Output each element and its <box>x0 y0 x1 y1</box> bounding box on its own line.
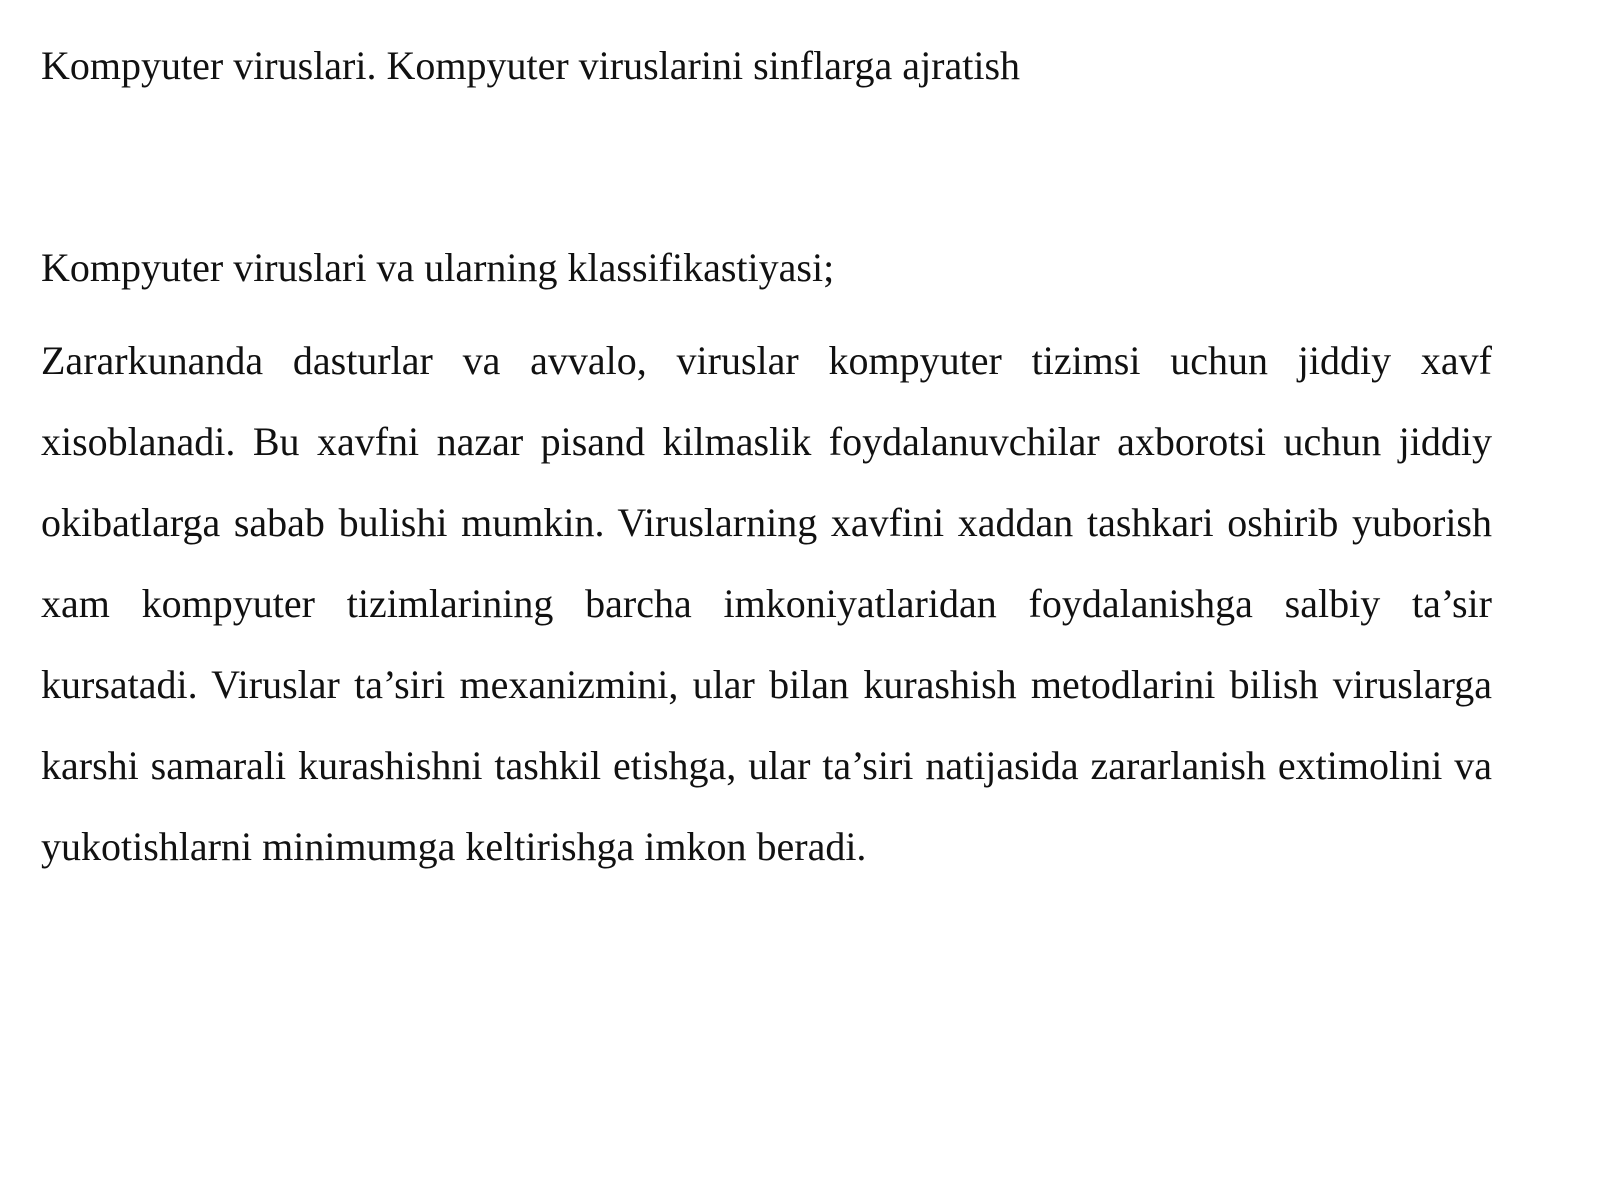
body-paragraph: Zararkunanda dasturlar va avvalo, viruslar kompyuter tizimsi uchun jiddiy xavf xisoblanadi. Bu xavfni nazar pisand kilmaslik foydalanuvchilar axborotsi uchun jiddiy okibatlarga sabab bulishi mumkin. Viruslarning xavfini xaddan tashkari oshirib yuborish xam kompyuter tizimlarining barcha imkoniyatlaridan foydalanishga salbiy ta’sir kursatadi. Viruslar ta’siri mexanizmini, ular bilan kurashish metodlarini bilish viruslarga karshi samarali kurashishni tashkil etishga, ular ta’siri natijasida zararlanish extimolini va yukotishlarni minimumga keltirishga imkon beradi. <box>41 338 1492 869</box>
document-title: Kompyuter viruslari. Kompyuter viruslarini sinflarga ajratish <box>41 43 1021 88</box>
section-heading: Kompyuter viruslari va ularning klassifikastiyasi; <box>41 245 835 290</box>
